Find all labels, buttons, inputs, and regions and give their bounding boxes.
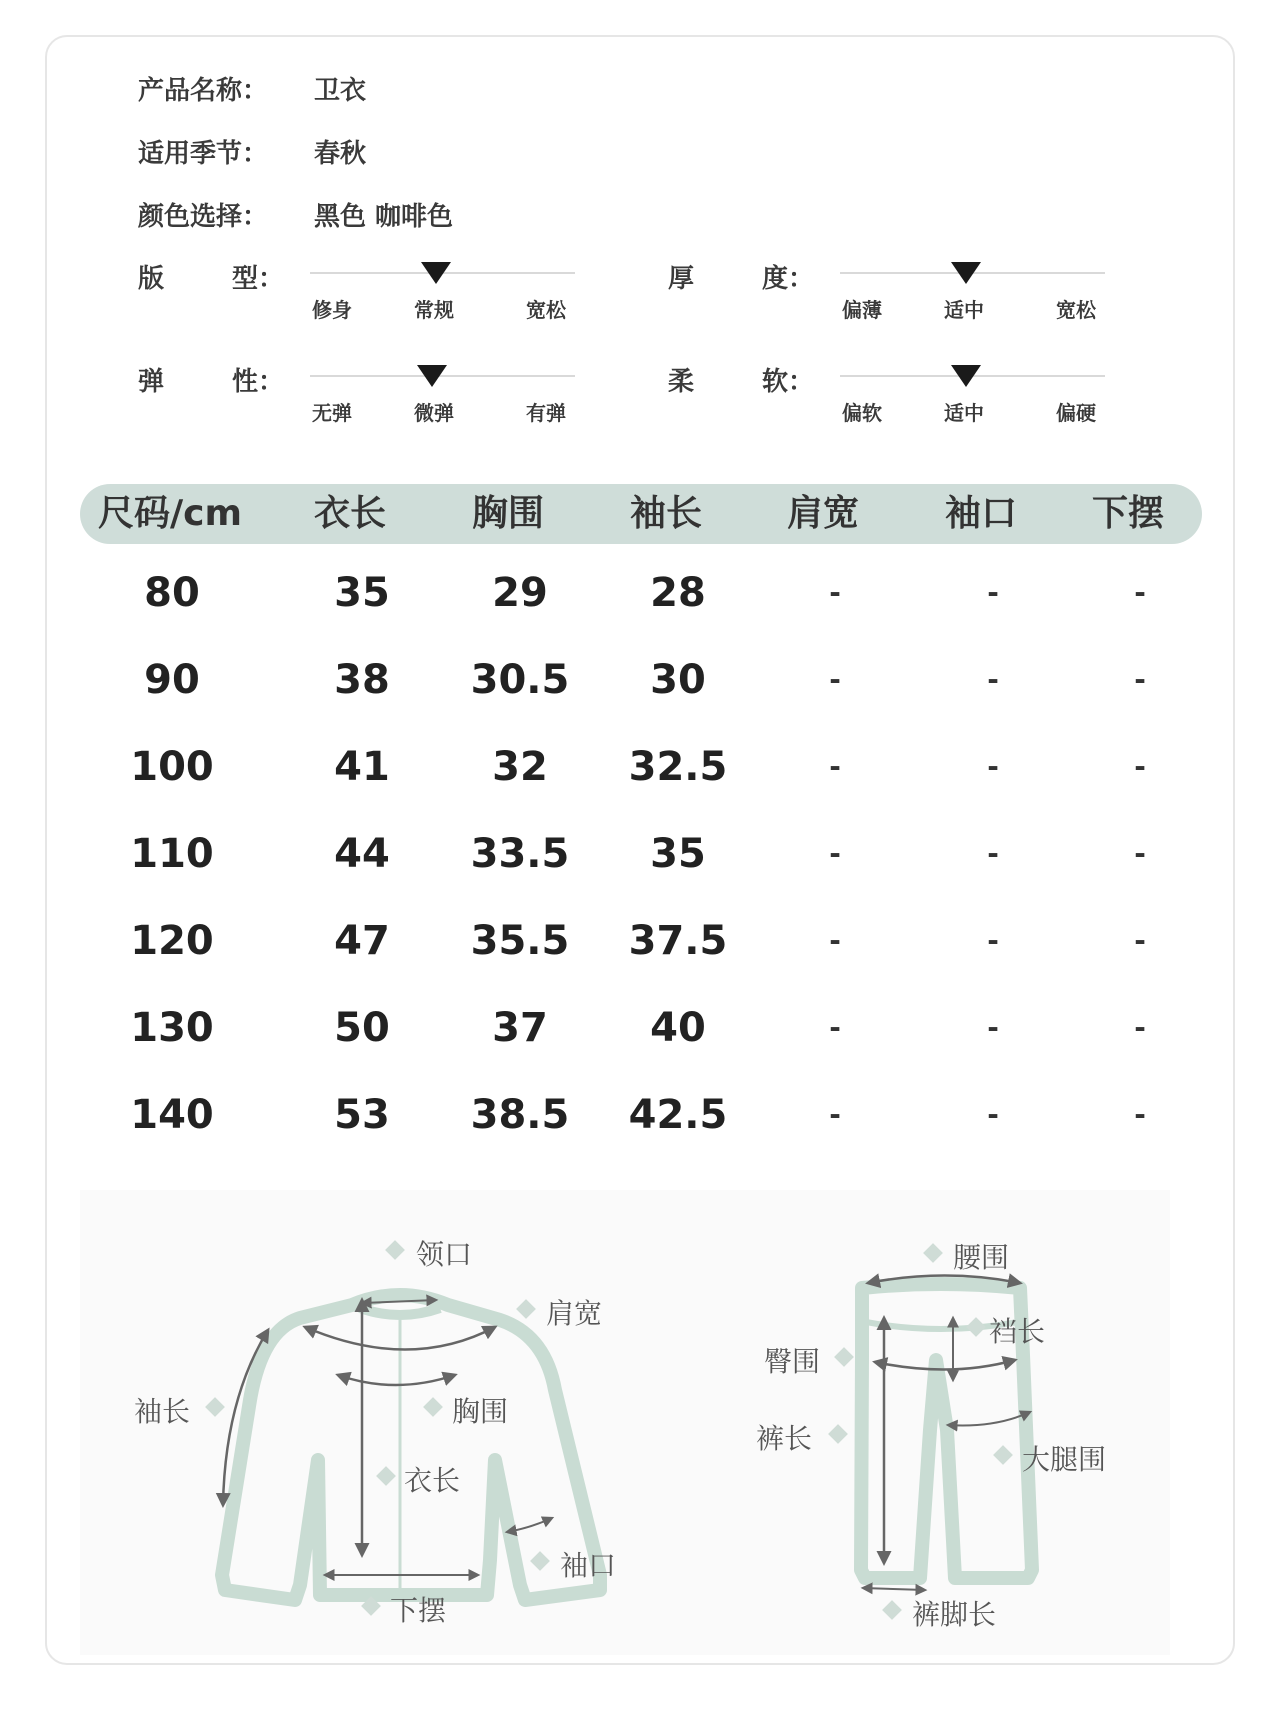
table-cell: 53 [334, 1092, 390, 1138]
table-cell: 47 [334, 918, 390, 964]
table-cell: - [987, 663, 999, 696]
elasticity-label-a: 弹 [138, 367, 165, 397]
table-cell: - [987, 1098, 999, 1131]
thickness-label-b: 度： [762, 264, 815, 294]
table-cell: - [829, 837, 841, 870]
label-cuff: 袖口 [560, 1549, 617, 1582]
header-length: 衣长 [313, 493, 386, 534]
label-hem: 下摆 [390, 1594, 447, 1627]
label-rise: 裆长 [989, 1315, 1046, 1348]
table-cell: - [829, 1098, 841, 1131]
header-chest: 胸围 [471, 493, 544, 534]
table-cell: 35.5 [470, 918, 570, 964]
header-hem: 下摆 [1091, 493, 1164, 534]
table-cell: 33.5 [470, 831, 570, 877]
table-cell: 38 [334, 657, 390, 703]
color-label: 颜色选择： [138, 202, 269, 232]
table-cell: 37.5 [628, 918, 728, 964]
table-cell: - [1134, 924, 1146, 957]
table-cell: 44 [334, 831, 390, 877]
thickness-label-a: 厚 [668, 264, 695, 294]
fit-option-loose: 宽松 [526, 298, 566, 322]
table-cell: 35 [650, 831, 706, 877]
table-cell: - [1134, 750, 1146, 783]
elasticity-option-slight: 微弹 [414, 401, 454, 425]
label-length: 衣长 [404, 1464, 461, 1497]
table-cell: - [987, 1011, 999, 1044]
table-cell: - [829, 1011, 841, 1044]
softness-option-medium: 适中 [944, 401, 984, 425]
table-cell: - [829, 576, 841, 609]
sweatshirt-icon [222, 1295, 600, 1600]
table-cell: - [829, 924, 841, 957]
product-name-label: 产品名称： [138, 76, 269, 106]
thickness-option-thin: 偏薄 [842, 298, 882, 322]
softness-option-soft: 偏软 [842, 401, 882, 425]
table-cell: - [987, 750, 999, 783]
table-cell: - [1134, 663, 1146, 696]
product-name-value: 卫衣 [314, 76, 367, 106]
table-cell: 35 [334, 570, 390, 616]
table-cell: 41 [334, 744, 390, 790]
thickness-option-medium: 适中 [944, 298, 984, 322]
label-sleeve: 袖长 [134, 1395, 191, 1428]
label-collar: 领口 [416, 1238, 473, 1271]
fit-label-a: 版 [138, 264, 165, 294]
color-value: 黑色 咖啡色 [314, 202, 454, 232]
table-cell: 38.5 [470, 1092, 570, 1138]
header-cuff: 袖口 [944, 493, 1017, 534]
label-pants-length: 裤长 [756, 1422, 813, 1455]
fit-label-b: 型： [232, 264, 285, 294]
table-cell: 28 [650, 570, 706, 616]
softness-label-b: 软： [762, 367, 815, 397]
header-sleeve: 袖长 [629, 493, 702, 534]
table-cell: - [829, 663, 841, 696]
size-cell: 140 [130, 1092, 214, 1138]
label-leg-opening: 裤脚长 [912, 1598, 997, 1631]
elasticity-option-high: 有弹 [526, 401, 566, 425]
table-cell: 30.5 [470, 657, 570, 703]
fit-option-slim: 修身 [312, 298, 352, 322]
table-cell: - [829, 750, 841, 783]
softness-label-a: 柔 [668, 367, 695, 397]
table-cell: 50 [334, 1005, 390, 1051]
season-value: 春秋 [314, 139, 367, 169]
size-cell: 130 [130, 1005, 214, 1051]
elasticity-label-b: 性： [232, 367, 285, 397]
label-chest: 胸围 [452, 1395, 509, 1428]
table-cell: - [1134, 1098, 1146, 1131]
thickness-option-thick: 宽松 [1056, 298, 1096, 322]
size-cell: 100 [130, 744, 214, 790]
fit-option-regular: 常规 [414, 298, 454, 322]
table-cell: 32.5 [628, 744, 728, 790]
table-cell: - [987, 837, 999, 870]
softness-option-hard: 偏硬 [1056, 401, 1096, 425]
header-shoulder: 肩宽 [786, 493, 859, 534]
label-thigh: 大腿围 [1022, 1443, 1107, 1476]
table-cell: 30 [650, 657, 706, 703]
size-cell: 120 [130, 918, 214, 964]
size-cell: 110 [130, 831, 214, 877]
season-label: 适用季节： [138, 139, 269, 169]
size-cell: 90 [144, 657, 200, 703]
table-cell: - [1134, 1011, 1146, 1044]
label-shoulder: 肩宽 [546, 1297, 603, 1330]
label-waist: 腰围 [953, 1241, 1010, 1274]
size-cell: 80 [144, 570, 200, 616]
table-cell: - [1134, 576, 1146, 609]
table-cell: - [1134, 837, 1146, 870]
table-cell: 42.5 [628, 1092, 728, 1138]
elasticity-option-none: 无弹 [312, 401, 352, 425]
header-size: 尺码/cm [97, 493, 242, 534]
table-cell: - [987, 576, 999, 609]
label-hip: 臀围 [764, 1345, 821, 1378]
table-cell: 32 [492, 744, 548, 790]
table-cell: 37 [492, 1005, 548, 1051]
table-cell: - [987, 924, 999, 957]
table-cell: 29 [492, 570, 548, 616]
table-cell: 40 [650, 1005, 706, 1051]
